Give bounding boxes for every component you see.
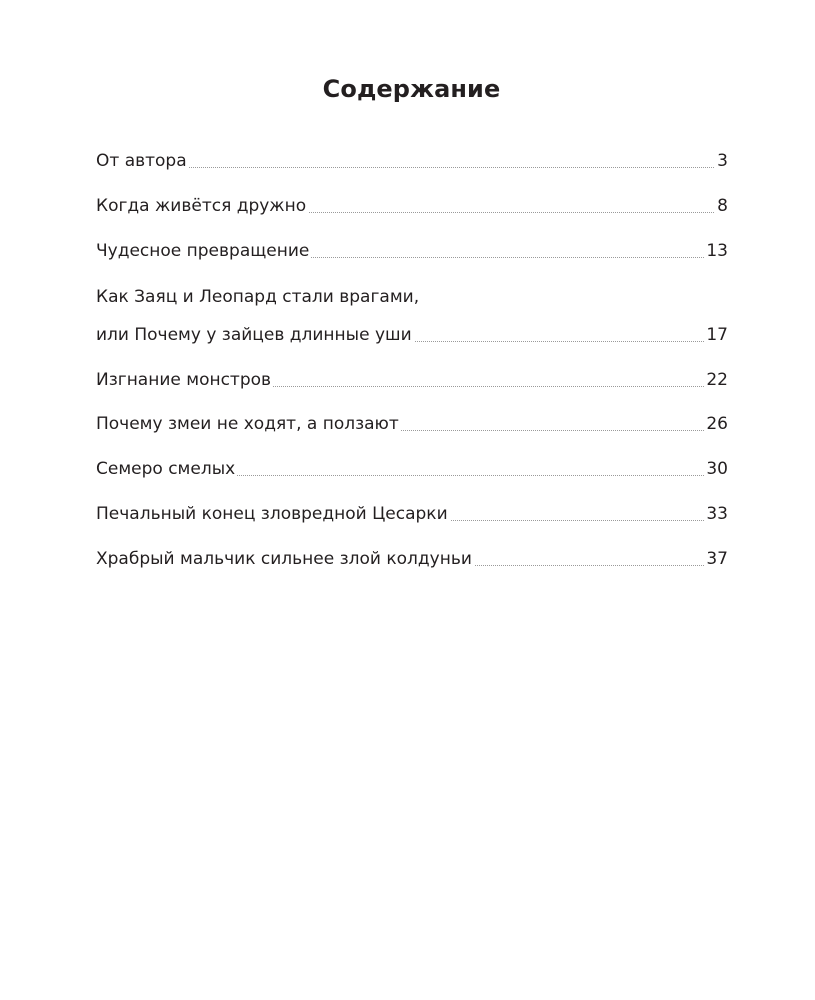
toc-page-number: 13 [704, 238, 728, 264]
toc-entry [96, 501, 728, 527]
toc-entry-title: Семеро смелых [96, 456, 237, 482]
page-title: Содержание [322, 75, 501, 103]
toc-page-number: 30 [704, 456, 728, 482]
toc-entry-title: Печальный конец зловредной Цесарки [96, 501, 450, 527]
toc-page-number: 17 [704, 322, 728, 348]
toc-entry-first-line [96, 284, 728, 310]
toc-entry-title: Храбрый мальчик сильнее злой колдуньи [96, 546, 474, 572]
dot-leader [96, 167, 728, 168]
toc-entry-title: Почему змеи не ходят, а ползают [96, 411, 401, 437]
toc-page-number: 22 [704, 367, 728, 393]
toc-entry [96, 367, 728, 393]
toc-entry [96, 238, 728, 264]
toc-page-number: 33 [704, 501, 728, 527]
toc-page-number: 26 [704, 411, 728, 437]
toc-page-number: 3 [715, 148, 728, 174]
toc-page-number: 37 [704, 546, 728, 572]
toc-entry-title: От автора [96, 148, 189, 174]
toc-entry-title: Чудесное превращение [96, 238, 311, 264]
toc-entry [96, 546, 728, 572]
toc-entry-title: Когда живётся дружно [96, 193, 308, 219]
toc-entry [96, 193, 728, 219]
toc-entry-title: Как Заяц и Леопард стали врагами, [96, 284, 421, 310]
toc-entry [96, 322, 728, 348]
toc-entry [96, 411, 728, 437]
toc-entry-title: Изгнание монстров [96, 367, 273, 393]
toc-entry-title-continuation: или Почему у зайцев длинные уши [96, 322, 414, 348]
toc-page-number: 8 [715, 193, 728, 219]
toc-entry [96, 148, 728, 174]
toc-entry [96, 456, 728, 482]
